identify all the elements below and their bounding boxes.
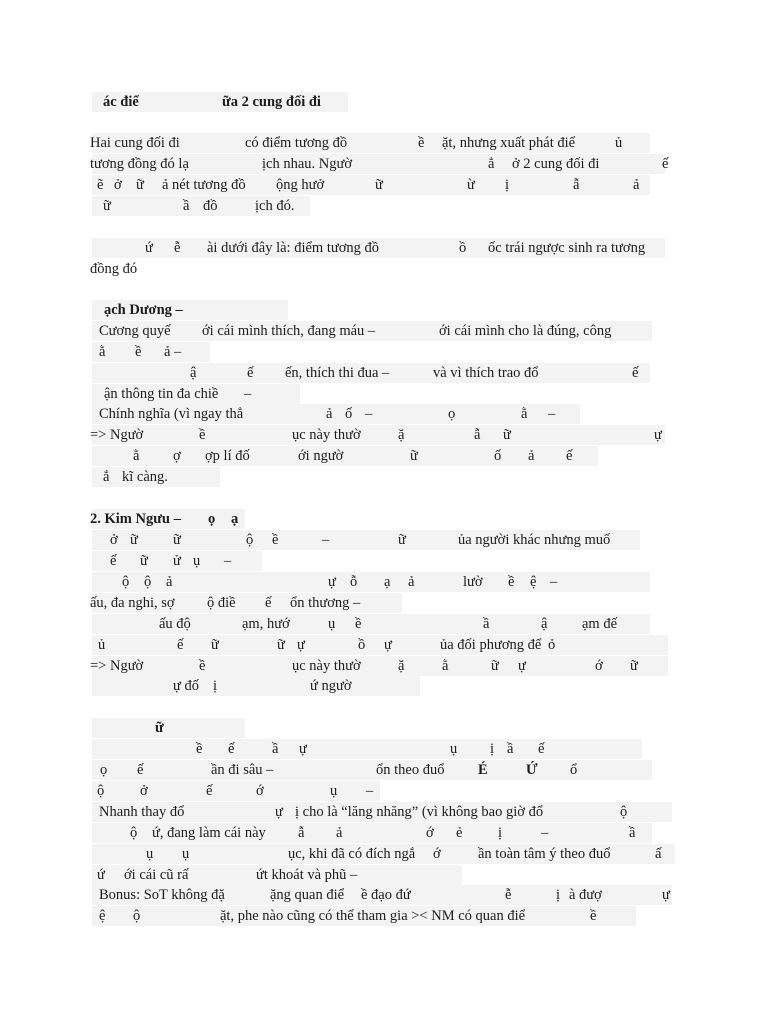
text-fragment: ụ: [182, 846, 190, 862]
text-fragment: ồ: [459, 240, 467, 256]
text-fragment: ầ: [629, 825, 636, 841]
text-fragment: ề: [508, 574, 515, 590]
text-fragment: ệ: [99, 908, 106, 924]
text-fragment: 2. Kim Ngưu –: [90, 511, 181, 527]
text-fragment: ắ: [103, 469, 110, 485]
text-fragment: ọ: [448, 406, 456, 422]
text-fragment: ị: [498, 825, 503, 841]
text-fragment: ộ: [122, 574, 130, 590]
text-fragment: –: [550, 574, 558, 590]
text-fragment: ữa 2 cung đối đi: [222, 94, 321, 110]
text-fragment: ế: [137, 762, 144, 778]
text-fragment: ả: [408, 574, 415, 590]
text-fragment: ả: [633, 177, 640, 193]
text-fragment: Bonus: SoT không đặ: [99, 887, 225, 903]
text-fragment: => Ngườ: [90, 427, 144, 443]
text-fragment: ứ: [145, 240, 153, 256]
text-fragment: ụ: [450, 741, 458, 757]
text-fragment: ổn theo đuổ: [376, 762, 445, 778]
text-fragment: ấ: [655, 846, 662, 862]
text-fragment: –: [322, 532, 330, 548]
text-fragment: ằ: [133, 448, 140, 464]
text-fragment: ị: [556, 887, 561, 903]
text-highlight-band: [92, 760, 652, 780]
text-fragment: ầ: [272, 741, 279, 757]
text-fragment: ẫ: [573, 177, 580, 193]
text-fragment: ạm, hướ: [242, 616, 290, 632]
text-fragment: kĩ càng.: [122, 469, 168, 485]
text-fragment: ụ: [193, 553, 201, 569]
text-fragment: tương đồng đó lạ: [90, 156, 189, 172]
text-fragment: Hai cung đối đi: [90, 135, 180, 151]
text-fragment: ả: [528, 448, 535, 464]
text-fragment: ẽ: [97, 177, 104, 193]
text-highlight-band: [92, 425, 665, 445]
text-fragment: ạm đế: [582, 616, 618, 632]
text-fragment: ồ: [358, 637, 366, 653]
text-fragment: ự: [518, 658, 526, 674]
text-fragment: ới ngườ: [298, 448, 344, 464]
text-fragment: => Ngườ: [90, 658, 144, 674]
text-fragment: ữ: [130, 532, 138, 548]
text-fragment: ầ: [183, 198, 190, 214]
text-fragment: Ứ: [526, 762, 538, 778]
text-fragment: ề: [196, 741, 203, 757]
text-fragment: ễ: [174, 240, 181, 256]
text-fragment: ẳ: [488, 156, 495, 172]
text-fragment: ị: [490, 741, 495, 757]
text-fragment: ụ: [328, 616, 336, 632]
text-fragment: ự: [328, 574, 336, 590]
text-fragment: Chính nghĩa (vì ngay thẳ: [99, 406, 244, 422]
text-fragment: ị cho là “lăng nhăng” (vì không bao giờ đổ: [295, 804, 544, 820]
text-fragment: –: [541, 825, 549, 841]
text-fragment: –: [548, 406, 556, 422]
text-fragment: ứt khoát và phũ –: [256, 867, 358, 883]
text-fragment: ần toàn tâm ý theo đuổ: [478, 846, 611, 862]
text-fragment: ừ: [467, 177, 475, 193]
text-fragment: có điểm tương đồ: [245, 135, 348, 151]
text-fragment: ế: [110, 553, 117, 569]
text-fragment: ằ: [521, 406, 528, 422]
text-fragment: ề: [590, 908, 597, 924]
text-fragment: Nhanh thay đổ: [99, 804, 185, 820]
text-fragment: ủa đối phương để: [440, 637, 542, 653]
text-fragment: ố: [494, 448, 502, 464]
text-fragment: ế: [206, 783, 213, 799]
text-fragment: đồng đó: [90, 261, 138, 277]
text-fragment: ổ: [570, 762, 578, 778]
text-fragment: ộ điề: [207, 595, 236, 611]
text-fragment: ậ: [190, 365, 197, 381]
text-fragment: ữ: [277, 637, 285, 653]
text-fragment: ổn thương –: [290, 595, 361, 611]
text-highlight-band: [92, 656, 668, 676]
text-fragment: ớ: [256, 783, 264, 799]
text-fragment: ị: [505, 177, 510, 193]
text-fragment: ự: [384, 637, 392, 653]
text-fragment: ự: [297, 637, 305, 653]
text-fragment: ộ: [246, 532, 254, 548]
text-fragment: ế: [662, 156, 669, 172]
text-fragment: ạ: [231, 511, 239, 527]
text-fragment: ằ: [442, 658, 449, 674]
text-fragment: ác điể: [103, 94, 139, 110]
text-fragment: ế: [632, 365, 639, 381]
text-fragment: ài dưới đây là: điểm tương đồ: [207, 240, 379, 256]
text-fragment: ữ: [103, 198, 111, 214]
text-fragment: ế: [228, 741, 235, 757]
text-fragment: ủ: [615, 135, 623, 151]
text-fragment: ả: [166, 574, 173, 590]
text-fragment: –: [224, 553, 232, 569]
text-fragment: ế: [177, 637, 184, 653]
text-fragment: ị: [213, 678, 218, 694]
text-fragment: ỗ: [350, 574, 358, 590]
text-fragment: ề: [418, 135, 425, 151]
text-fragment: –: [365, 406, 373, 422]
text-fragment: ễ: [505, 887, 512, 903]
text-fragment: ới cái cũ rấ: [124, 867, 189, 883]
text-fragment: ữ: [136, 177, 144, 193]
text-highlight-band: [92, 739, 642, 759]
text-fragment: ữ: [375, 177, 383, 193]
text-fragment: ế: [265, 595, 272, 611]
text-fragment: ục này thườ: [292, 427, 361, 443]
text-fragment: ẻ: [456, 825, 463, 841]
text-fragment: ọ: [208, 511, 216, 527]
text-fragment: ự đố: [173, 678, 199, 694]
text-fragment: ở 2 cung đối đi: [512, 156, 600, 172]
text-highlight-band: [92, 718, 245, 738]
text-fragment: đồ: [203, 198, 218, 214]
text-fragment: ề đạo đứ: [361, 887, 411, 903]
text-fragment: ộ: [620, 804, 628, 820]
text-fragment: ần đi sâu –: [211, 762, 274, 778]
text-fragment: ục, khi đã có đích ngắ: [288, 846, 416, 862]
text-fragment: –: [244, 386, 252, 402]
text-fragment: ằ: [99, 344, 106, 360]
text-fragment: ở: [110, 532, 118, 548]
text-fragment: ạ: [384, 574, 391, 590]
text-fragment: ế: [538, 741, 545, 757]
text-fragment: ẫ: [298, 825, 305, 841]
text-fragment: ủ: [98, 637, 106, 653]
text-fragment: ữ: [211, 637, 219, 653]
text-fragment: ộng hưở: [276, 177, 325, 193]
text-fragment: à đượ: [569, 887, 602, 903]
text-fragment: ụ: [330, 783, 338, 799]
text-fragment: ề: [199, 427, 206, 443]
text-fragment: ốc trái ngược sinh ra tương: [488, 240, 646, 256]
text-fragment: ến, thích thi đua –: [285, 365, 390, 381]
text-fragment: ữ: [630, 658, 638, 674]
text-fragment: ộ: [130, 825, 138, 841]
text-fragment: ữ: [491, 658, 499, 674]
text-fragment: ự: [662, 887, 670, 903]
text-fragment: ục này thườ: [292, 658, 361, 674]
text-fragment: ứ, đang làm cái này: [152, 825, 266, 841]
text-fragment: ế: [566, 448, 573, 464]
text-fragment: ữ: [398, 532, 406, 548]
text-fragment: ặt, phe nào cũng có thể tham gia >< NM có quan điể: [220, 908, 526, 924]
text-fragment: –: [366, 783, 374, 799]
text-fragment: ữ: [410, 448, 418, 464]
text-fragment: ữ: [173, 532, 181, 548]
text-fragment: ở: [140, 783, 148, 799]
text-fragment: ệ: [530, 574, 537, 590]
text-fragment: ề: [135, 344, 142, 360]
text-fragment: ặ: [398, 658, 405, 674]
text-highlight-band: [92, 676, 420, 696]
text-fragment: ở: [114, 177, 122, 193]
text-fragment: ộ: [133, 908, 141, 924]
text-fragment: ọ: [100, 762, 108, 778]
text-fragment: ữ: [503, 427, 511, 443]
text-fragment: ề: [272, 532, 279, 548]
text-fragment: ả: [326, 406, 333, 422]
text-highlight-band: [92, 342, 210, 362]
text-fragment: ợp lí đố: [205, 448, 250, 464]
text-fragment: ả: [336, 825, 343, 841]
text-fragment: ớ: [426, 825, 434, 841]
text-fragment: lườ: [463, 574, 483, 590]
text-fragment: ầ: [507, 741, 514, 757]
text-fragment: ới cái mình cho là đúng, công: [439, 323, 612, 339]
text-fragment: ử: [173, 553, 181, 569]
text-fragment: ỏ: [548, 637, 556, 653]
text-fragment: ứ ngườ: [310, 678, 352, 694]
text-fragment: ặ: [398, 427, 405, 443]
text-fragment: ấu, đa nghi, sợ: [90, 595, 175, 611]
text-fragment: ế: [247, 365, 254, 381]
text-fragment: ả –: [164, 344, 182, 360]
text-fragment: ủa người khác nhưng muố: [458, 532, 611, 548]
text-fragment: É: [478, 762, 488, 778]
text-fragment: ớ: [595, 658, 603, 674]
text-fragment: ới cái mình thích, đang máu –: [202, 323, 376, 339]
text-fragment: ữ: [155, 720, 164, 736]
text-fragment: Cương quyế: [99, 323, 171, 339]
text-fragment: ự: [299, 741, 307, 757]
text-fragment: ặng quan điể: [270, 887, 345, 903]
text-fragment: ữ: [140, 553, 148, 569]
text-fragment: ận thông tin đa chiề: [104, 386, 219, 402]
text-fragment: ự: [275, 804, 283, 820]
text-fragment: ộ: [144, 574, 152, 590]
text-fragment: ịch đó.: [255, 198, 295, 214]
text-highlight-band: [92, 446, 598, 466]
text-fragment: ự: [654, 427, 662, 443]
text-fragment: ề: [199, 658, 206, 674]
text-fragment: ớ: [433, 846, 441, 862]
text-fragment: ầ: [483, 616, 490, 632]
text-fragment: ề: [355, 616, 362, 632]
text-fragment: ứ: [97, 867, 105, 883]
text-fragment: ấu độ: [159, 616, 191, 632]
text-fragment: ố: [345, 406, 353, 422]
text-fragment: ạch Dương –: [104, 302, 183, 318]
text-fragment: ộ: [97, 783, 105, 799]
text-fragment: và vì thích trao đổ: [433, 365, 539, 381]
text-fragment: ẫ: [474, 427, 481, 443]
text-fragment: ặt, nhưng xuất phát điể: [442, 135, 576, 151]
text-fragment: ụ: [146, 846, 154, 862]
text-fragment: ịch nhau. Ngườ: [262, 156, 353, 172]
text-fragment: ả nét tương đồ: [162, 177, 246, 193]
text-highlight-band: [92, 572, 650, 592]
text-fragment: ợ: [173, 448, 181, 464]
text-fragment: ậ: [541, 616, 548, 632]
